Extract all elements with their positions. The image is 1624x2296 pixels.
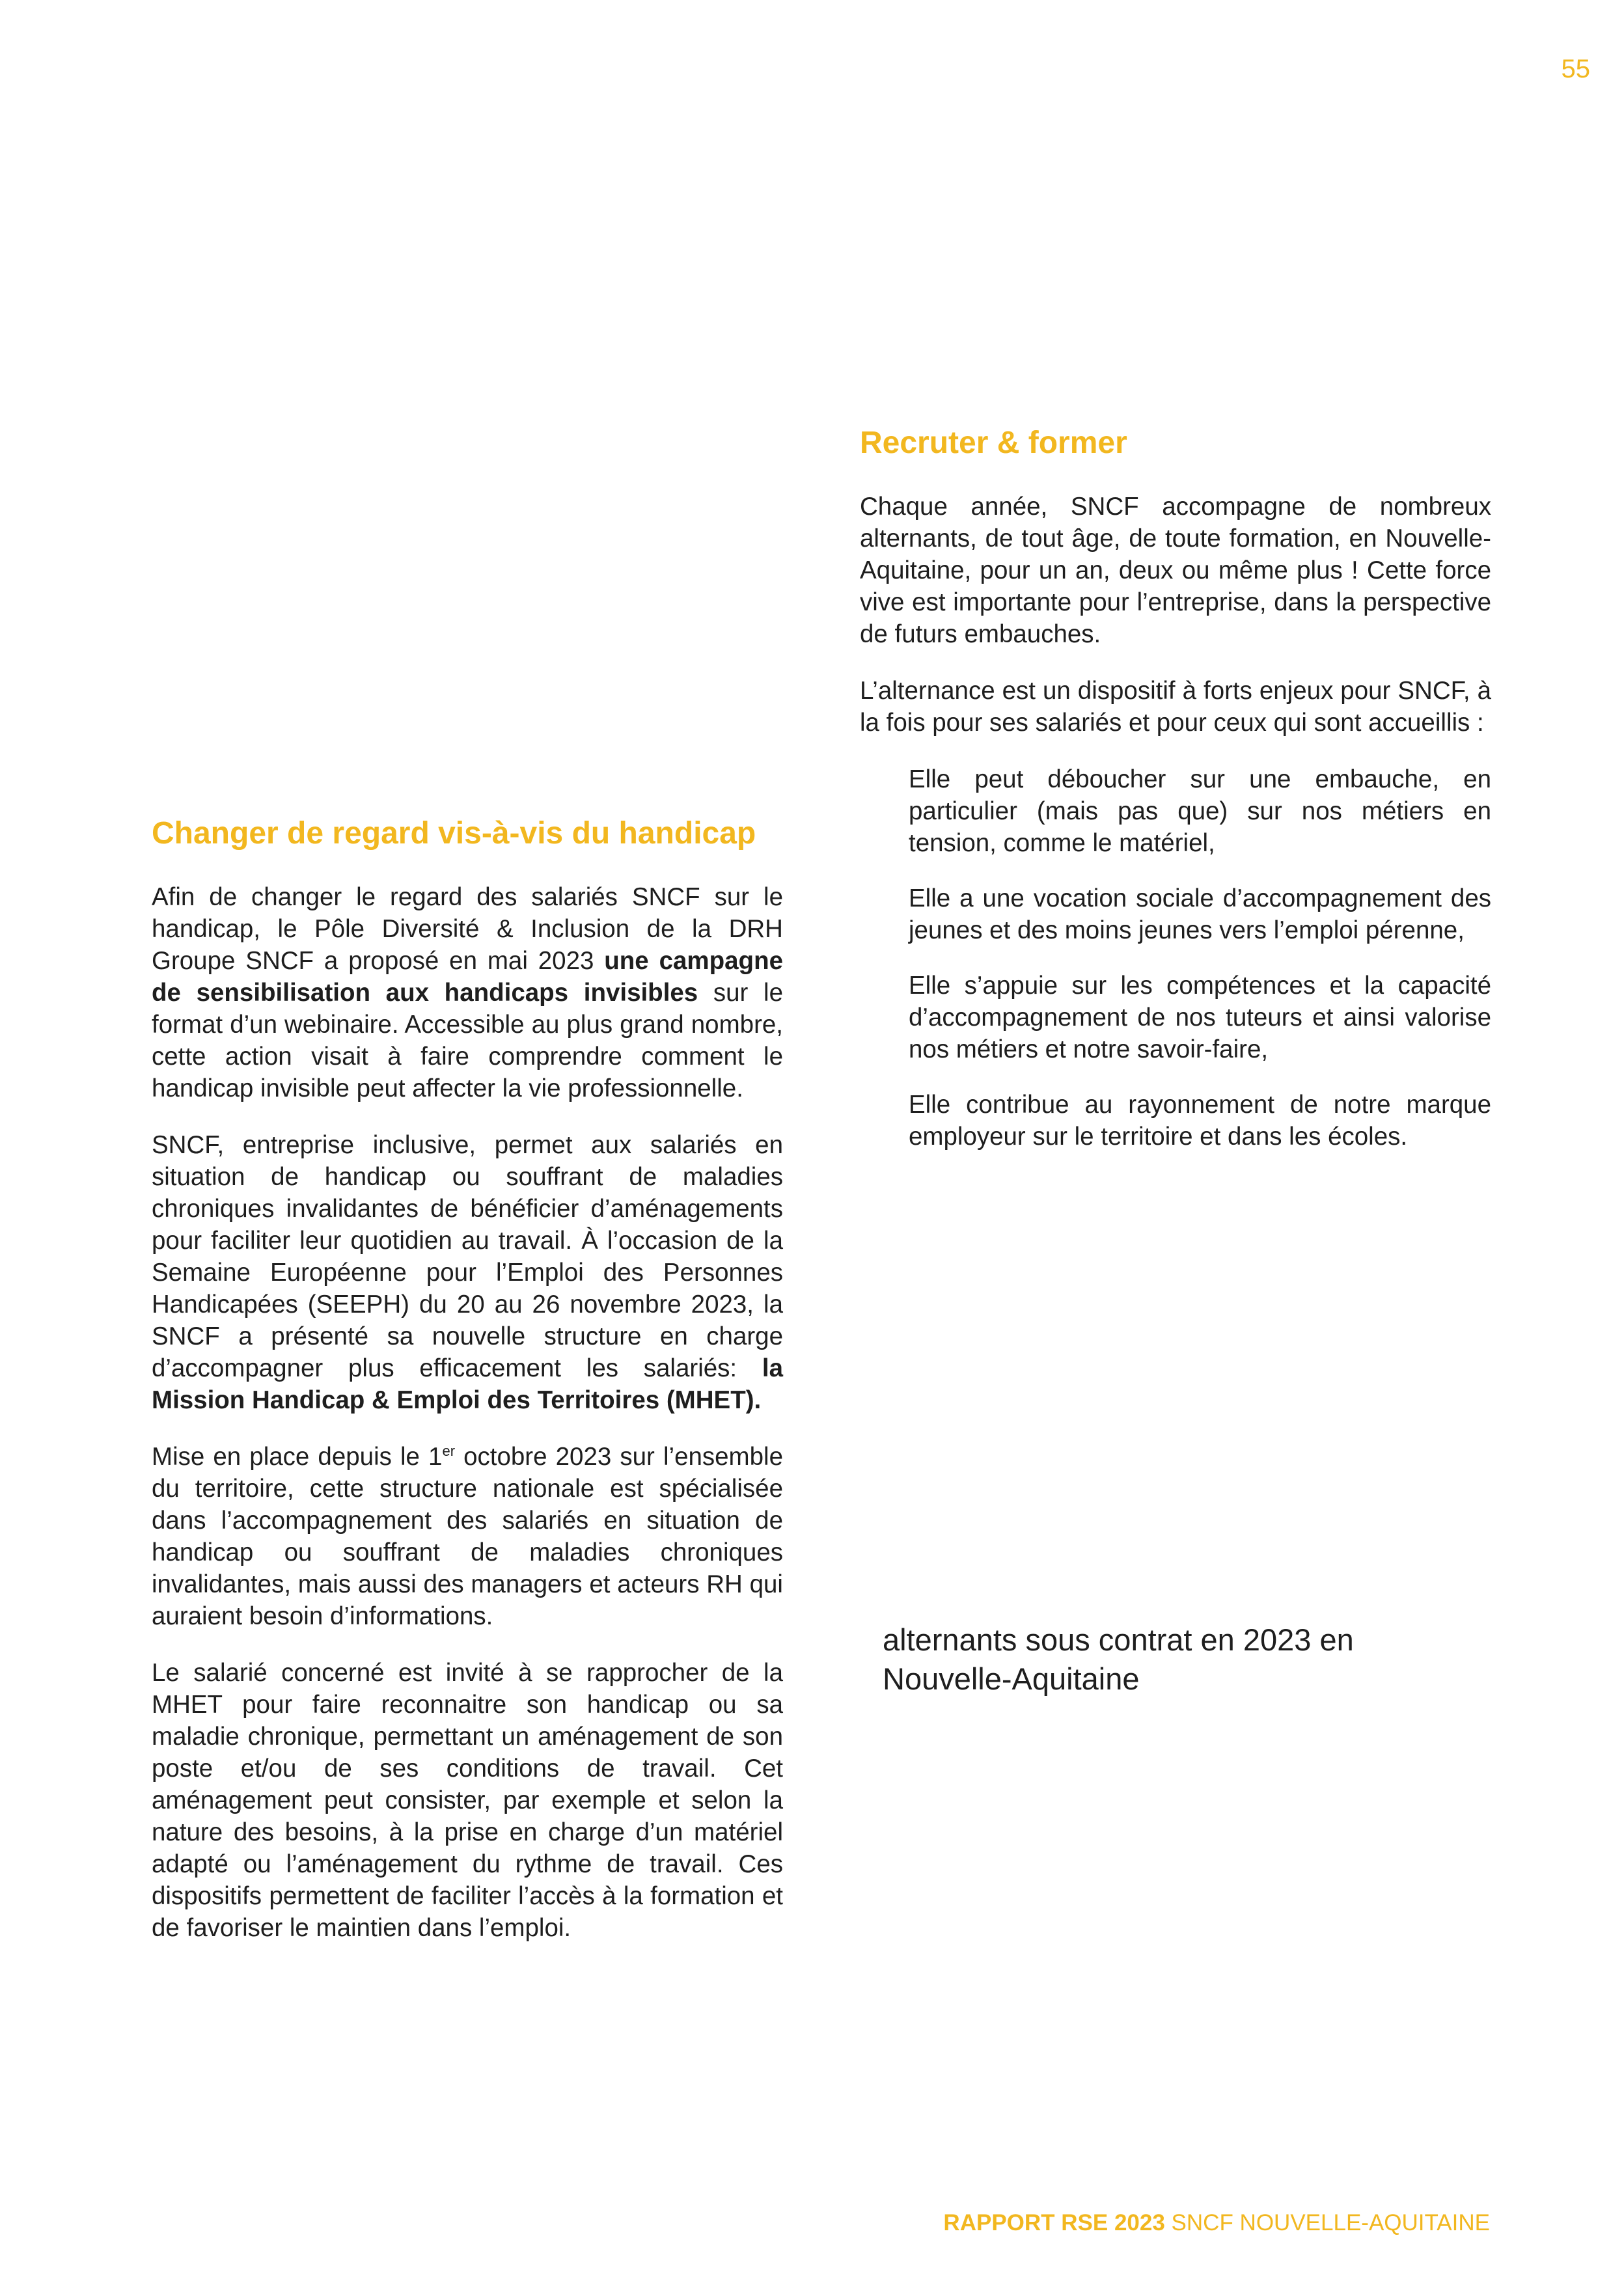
stat-caption: alternants sous contrat en 2023 en Nouvelle-Aquitaine — [883, 1622, 1354, 1696]
section-heading-handicap: Changer de regard vis-à-vis du handicap — [152, 816, 756, 851]
paragraph-text: octobre 2023 sur l’ensemble du territoire, cette structure nationale est spécialisée dans l’accompagnement des salariés en situation de handicap ou souffrant de maladies chroniques invalidantes, mais aussi des managers et acteurs RH qui auraient besoin d’informations. — [152, 1442, 784, 1630]
paragraph-text: SNCF, entreprise inclusive, permet aux salariés en situation de handicap ou souffrant de maladies chroniques invalidantes de bénéficier d’aménagements pour faciliter leur quotidien au travail. À l’occasion de la Semaine Européenne pour l’Emploi des Personnes Handicapées (SEEPH) du 20 au 26 novembre 2023, la SNCF a présenté sa nouvelle structure en charge d’accompagner plus efficacement les salariés: — [152, 1130, 783, 1382]
footer-organisation: SNCF NOUVELLE-AQUITAINE — [1164, 2210, 1490, 2235]
section-heading-recruter: Recruter & former — [860, 426, 1127, 460]
right-column — [860, 424, 1491, 1176]
footer-report-title: RAPPORT RSE 2023 — [943, 2210, 1165, 2235]
list-item: Elle a une vocation sociale d’accompagnement des jeunes et des moins jeunes vers l’emploi pérenne, — [909, 884, 1491, 944]
paragraph-alternance-enjeux: L’alternance est un dispositif à forts enjeux pour SNCF, à la fois pour ses salariés et pour ceux qui sont accueillis : — [860, 676, 1491, 737]
paragraph-alternants: Chaque année, SNCF accompagne de nombreux alternants, de tout âge, de toute formation, en Nouvelle-Aquitaine, pour un an, deux ou même plus ! Cette force vive est importante pour l’entreprise, dans la perspective de futurs embauches. — [860, 492, 1491, 648]
bold-campaign: une campagne de sensibilisation aux handicaps invisibles — [152, 946, 783, 1007]
paragraph-mhet-process: Le salarié concerné est invité à se rapprocher de la MHET pour faire reconnaitre son handicap ou sa maladie chronique, permettant un aménagement de son poste et/ou de ses conditions de travail. Cet aménagement peut consister, par exemple et selon la nature des besoins, à la prise en charge d’un matériel adapté ou l’aménagement du rythme de travail. Ces dispositifs permettent de faciliter l’accès à la formation et de favoriser le maintien dans l’emploi. — [152, 1658, 783, 1942]
left-column — [152, 815, 783, 1969]
paragraph-campaign — [152, 881, 783, 1104]
footer — [943, 2210, 1490, 2236]
paragraph-text: sur le format d’un webinaire. Accessible au plus grand nombre, cette action visait à faire comprendre comment le handicap invisible peut affecter la vie professionnelle. — [152, 978, 784, 1102]
list-item: Elle s’appuie sur les compétences et la capacité d’accompagnement de nos tuteurs et ainsi valorise nos métiers et notre savoir-faire, — [909, 971, 1491, 1063]
bold-mhet: la Mission Handicap & Emploi des Territoires (MHET). — [152, 1354, 783, 1414]
paragraph-text: Afin de changer le regard des salariés SNCF sur le handicap, le Pôle Diversité & Inclusion de la DRH Groupe SNCF a proposé en mai 2023 — [152, 882, 783, 975]
page-number: 55 — [1561, 55, 1590, 83]
paragraph-structure — [152, 1441, 783, 1632]
list-item: Elle peut déboucher sur une embauche, en particulier (mais pas que) sur nos métiers en tension, comme le matériel, — [909, 765, 1491, 857]
benefits-list — [909, 763, 1491, 1153]
list-item: Elle contribue au rayonnement de notre marque employeur sur le territoire et dans les écoles. — [909, 1090, 1491, 1151]
paragraph-text: Mise en place depuis le 1 — [152, 1442, 443, 1471]
paragraph-inclusive — [152, 1129, 783, 1416]
superscript-er: er — [442, 1442, 456, 1459]
